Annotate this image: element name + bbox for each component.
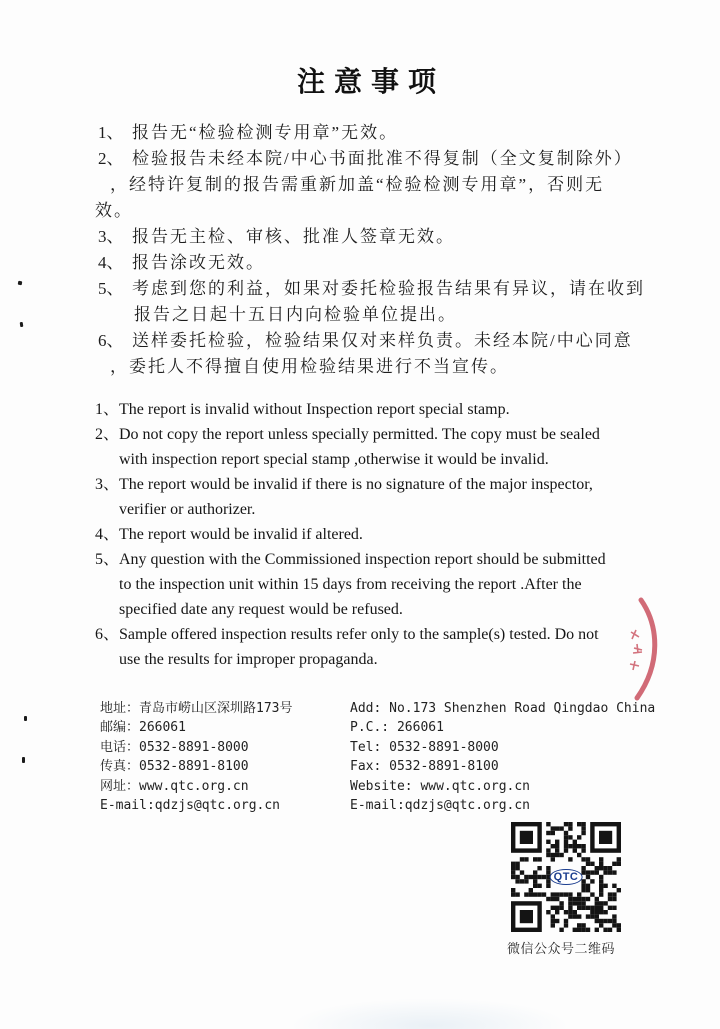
contact-en-fax: Fax: 0532-8891-8100 xyxy=(350,759,499,775)
item-text: The report is invalid without Inspection report special stamp. xyxy=(119,401,510,418)
en-item-5-cont: to the inspection unit within 15 days from receiving the report .After the xyxy=(119,576,582,593)
contact-en-website: Website: www.qtc.org.cn xyxy=(350,778,531,794)
en-item-2 xyxy=(95,422,680,447)
scan-shadow xyxy=(290,998,570,1029)
cn-item-2-cont: 效。 xyxy=(95,201,133,220)
partial-red-stamp-icon xyxy=(624,596,670,702)
item-number: 2、 xyxy=(95,426,120,443)
cn-item-5-cont: 报告之日起十五日内向检验单位提出。 xyxy=(134,305,457,324)
item-text: 报告无主检、审核、批准人签章无效。 xyxy=(132,227,455,246)
en-item-4 xyxy=(95,522,680,547)
item-text: 报告无“检验检测专用章”无效。 xyxy=(132,123,399,142)
qtc-logo-text: QTC xyxy=(553,871,579,883)
cn-item-1 xyxy=(98,120,673,146)
item-text: 检验报告未经本院/中心书面批准不得复制（全文复制除外） xyxy=(132,149,633,168)
item-number: 1、 xyxy=(98,123,124,142)
item-text: Any question with the Commissioned inspection report should be submitted xyxy=(119,551,606,568)
contact-en-phone: Tel: 0532-8891-8000 xyxy=(350,739,499,755)
item-number: 3、 xyxy=(98,227,124,246)
en-item-3 xyxy=(95,472,680,497)
cn-item-5 xyxy=(98,276,673,302)
wechat-qr-code xyxy=(511,822,621,932)
item-number: 2、 xyxy=(98,149,124,168)
contact-cn-postcode: 邮编：266061 xyxy=(100,720,186,736)
en-item-5 xyxy=(95,547,680,572)
qtc-logo xyxy=(550,869,583,885)
contact-cn-phone: 电话：0532-8891-8000 xyxy=(100,739,249,755)
contact-en-email: E-mail:qdzjs@qtc.org.cn xyxy=(350,798,531,814)
en-item-3-cont: verifier or authorizer. xyxy=(119,501,256,518)
item-text: Sample offered inspection results refer only to the sample(s) tested. Do not xyxy=(119,626,599,643)
item-number: 3、 xyxy=(95,476,120,493)
item-number: 4、 xyxy=(98,253,124,272)
item-number: 6、 xyxy=(95,626,120,643)
item-number: 1、 xyxy=(95,401,120,418)
en-item-1 xyxy=(95,397,680,422)
qr-caption: 微信公众号二维码 xyxy=(507,941,616,956)
scan-speck xyxy=(22,757,25,763)
item-text: 报告涂改无效。 xyxy=(132,253,265,272)
cn-item-2 xyxy=(98,146,673,172)
item-text: The report would be invalid if there is no signature of the major inspector, xyxy=(119,476,593,493)
contact-cn-fax: 传真：0532-8891-8100 xyxy=(100,759,249,775)
contact-cn-email: E-mail:qdzjs@qtc.org.cn xyxy=(100,798,281,814)
item-number: 6、 xyxy=(98,331,124,350)
english-notice-list xyxy=(95,397,680,672)
cn-item-2-cont: ，经特许复制的报告需重新加盖“检验检测专用章”，否则无 xyxy=(110,175,605,194)
contact-cn-address: 地址：青岛市崂山区深圳路173号 xyxy=(100,701,293,716)
chinese-notice-list xyxy=(95,120,673,380)
contact-en-address: Add: No.173 Shenzhen Road Qingdao China xyxy=(350,701,656,716)
en-item-6-cont: use the results for improper propaganda. xyxy=(119,651,378,668)
item-text: Do not copy the report unless specially permitted. The copy must be sealed xyxy=(119,426,600,443)
cn-item-6 xyxy=(98,328,673,354)
en-item-2-cont: with inspection report special stamp ,otherwise it would be invalid. xyxy=(119,451,549,468)
contact-en-postcode: P.C.: 266061 xyxy=(350,720,444,736)
page-title: 注意事项 xyxy=(296,67,445,98)
item-number: 5、 xyxy=(95,551,120,568)
item-text: 送样委托检验，检验结果仅对来样负责。未经本院/中心同意 xyxy=(132,331,633,350)
item-text: The report would be invalid if altered. xyxy=(119,526,363,543)
item-number: 4、 xyxy=(95,526,120,543)
scan-speck xyxy=(18,281,23,286)
contact-block xyxy=(100,699,680,815)
cn-item-3 xyxy=(98,224,673,250)
item-number: 5、 xyxy=(98,279,124,298)
scan-speck xyxy=(20,322,24,327)
cn-item-6-cont: ，委托人不得擅自使用检验结果进行不当宣传。 xyxy=(110,357,509,376)
cn-item-4 xyxy=(98,250,673,276)
en-item-5-cont: specified date any request would be refused. xyxy=(119,601,403,618)
en-item-6 xyxy=(95,622,680,647)
scan-speck xyxy=(24,716,27,721)
item-text: 考虑到您的利益，如果对委托检验报告结果有异议，请在收到 xyxy=(132,279,645,298)
contact-cn-website: 网址：www.qtc.org.cn xyxy=(100,778,249,794)
